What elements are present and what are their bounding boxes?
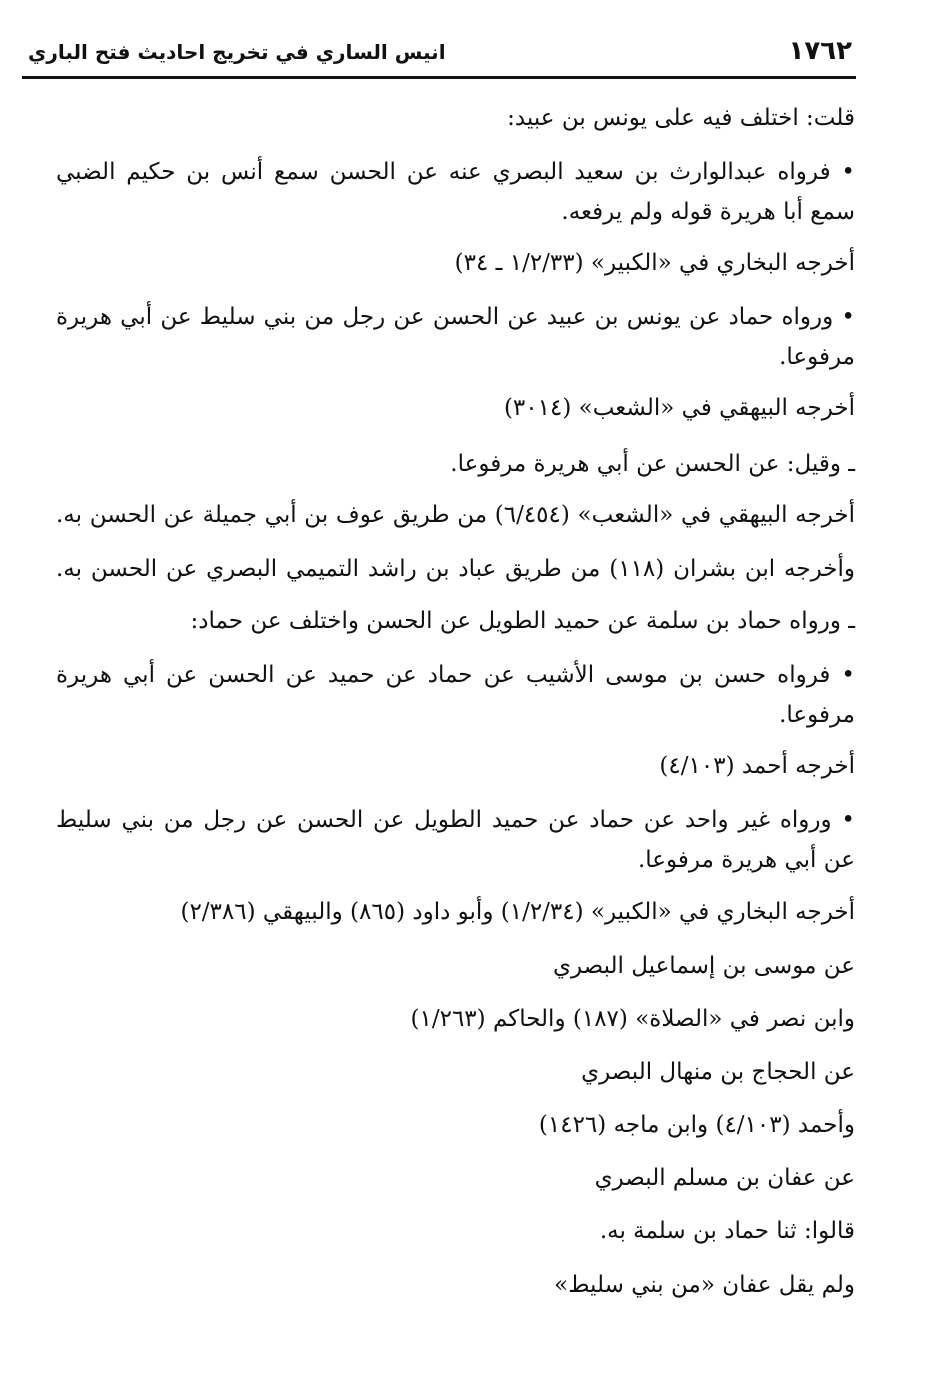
text-line: • ورواه حماد عن يونس بن عبيد عن الحسن عن رجل من بني سليط عن أبي هريرة xyxy=(56,304,855,330)
text-line: عن موسى بن إسماعيل البصري xyxy=(552,953,855,979)
text-line: وأحمد (٤/١٠٣) وابن ماجه (١٤٢٦) xyxy=(538,1112,855,1138)
page-header xyxy=(22,28,856,79)
text-line: قالوا: ثنا حماد بن سلمة به. xyxy=(599,1218,855,1244)
text-line: أخرجه أحمد (٤/١٠٣) xyxy=(659,753,855,779)
text-line: مرفوعا. xyxy=(779,702,855,728)
text-line: • ورواه غير واحد عن حماد عن حميد الطويل عن الحسن عن رجل من بني سليط xyxy=(56,807,855,833)
text-line: مرفوعا. xyxy=(779,344,855,370)
text-line: أخرجه البيهقي في «الشعب» (٣٠١٤) xyxy=(503,395,855,421)
text-line: أخرجه البيهقي في «الشعب» (٦/٤٥٤) من طريق عوف بن أبي جميلة عن الحسن به. xyxy=(56,502,855,528)
text-line: عن عفان بن مسلم البصري xyxy=(594,1165,855,1191)
text-line: قلت: اختلف فيه على يونس بن عبيد: xyxy=(507,105,855,131)
text-line: ـ وقيل: عن الحسن عن أبي هريرة مرفوعا. xyxy=(450,451,855,477)
text-line: عن الحجاج بن منهال البصري xyxy=(581,1059,855,1085)
text-line: • فرواه عبدالوارث بن سعيد البصري عنه عن الحسن سمع أنس بن حكيم الضبي xyxy=(56,159,855,185)
running-title: انيس الساري في تخريج احاديث فتح الباري xyxy=(28,40,446,64)
text-line: أخرجه البخاري في «الكبير» (١/٢/٣٣ ـ ٣٤) xyxy=(454,250,855,276)
text-line: وأخرجه ابن بشران (١١٨) من طريق عباد بن راشد التميمي البصري عن الحسن به. xyxy=(56,556,855,582)
text-line: سمع أبا هريرة قوله ولم يرفعه. xyxy=(561,199,855,225)
page-number: ١٧٦٢ xyxy=(788,36,852,66)
text-line: ـ ورواه حماد بن سلمة عن حميد الطويل عن الحسن واختلف عن حماد: xyxy=(190,608,855,634)
text-line: أخرجه البخاري في «الكبير» (١/٢/٣٤) وأبو داود (٨٦٥) والبيهقي (٢/٣٨٦) xyxy=(180,899,855,925)
text-line: • فرواه حسن بن موسى الأشيب عن حماد عن حميد عن الحسن عن أبي هريرة xyxy=(56,662,855,688)
text-line: عن أبي هريرة مرفوعا. xyxy=(637,847,855,873)
text-line: ولم يقل عفان «من بني سليط» xyxy=(554,1272,855,1298)
text-line: وابن نصر في «الصلاة» (١٨٧) والحاكم (١/٢٦٣) xyxy=(410,1006,855,1032)
